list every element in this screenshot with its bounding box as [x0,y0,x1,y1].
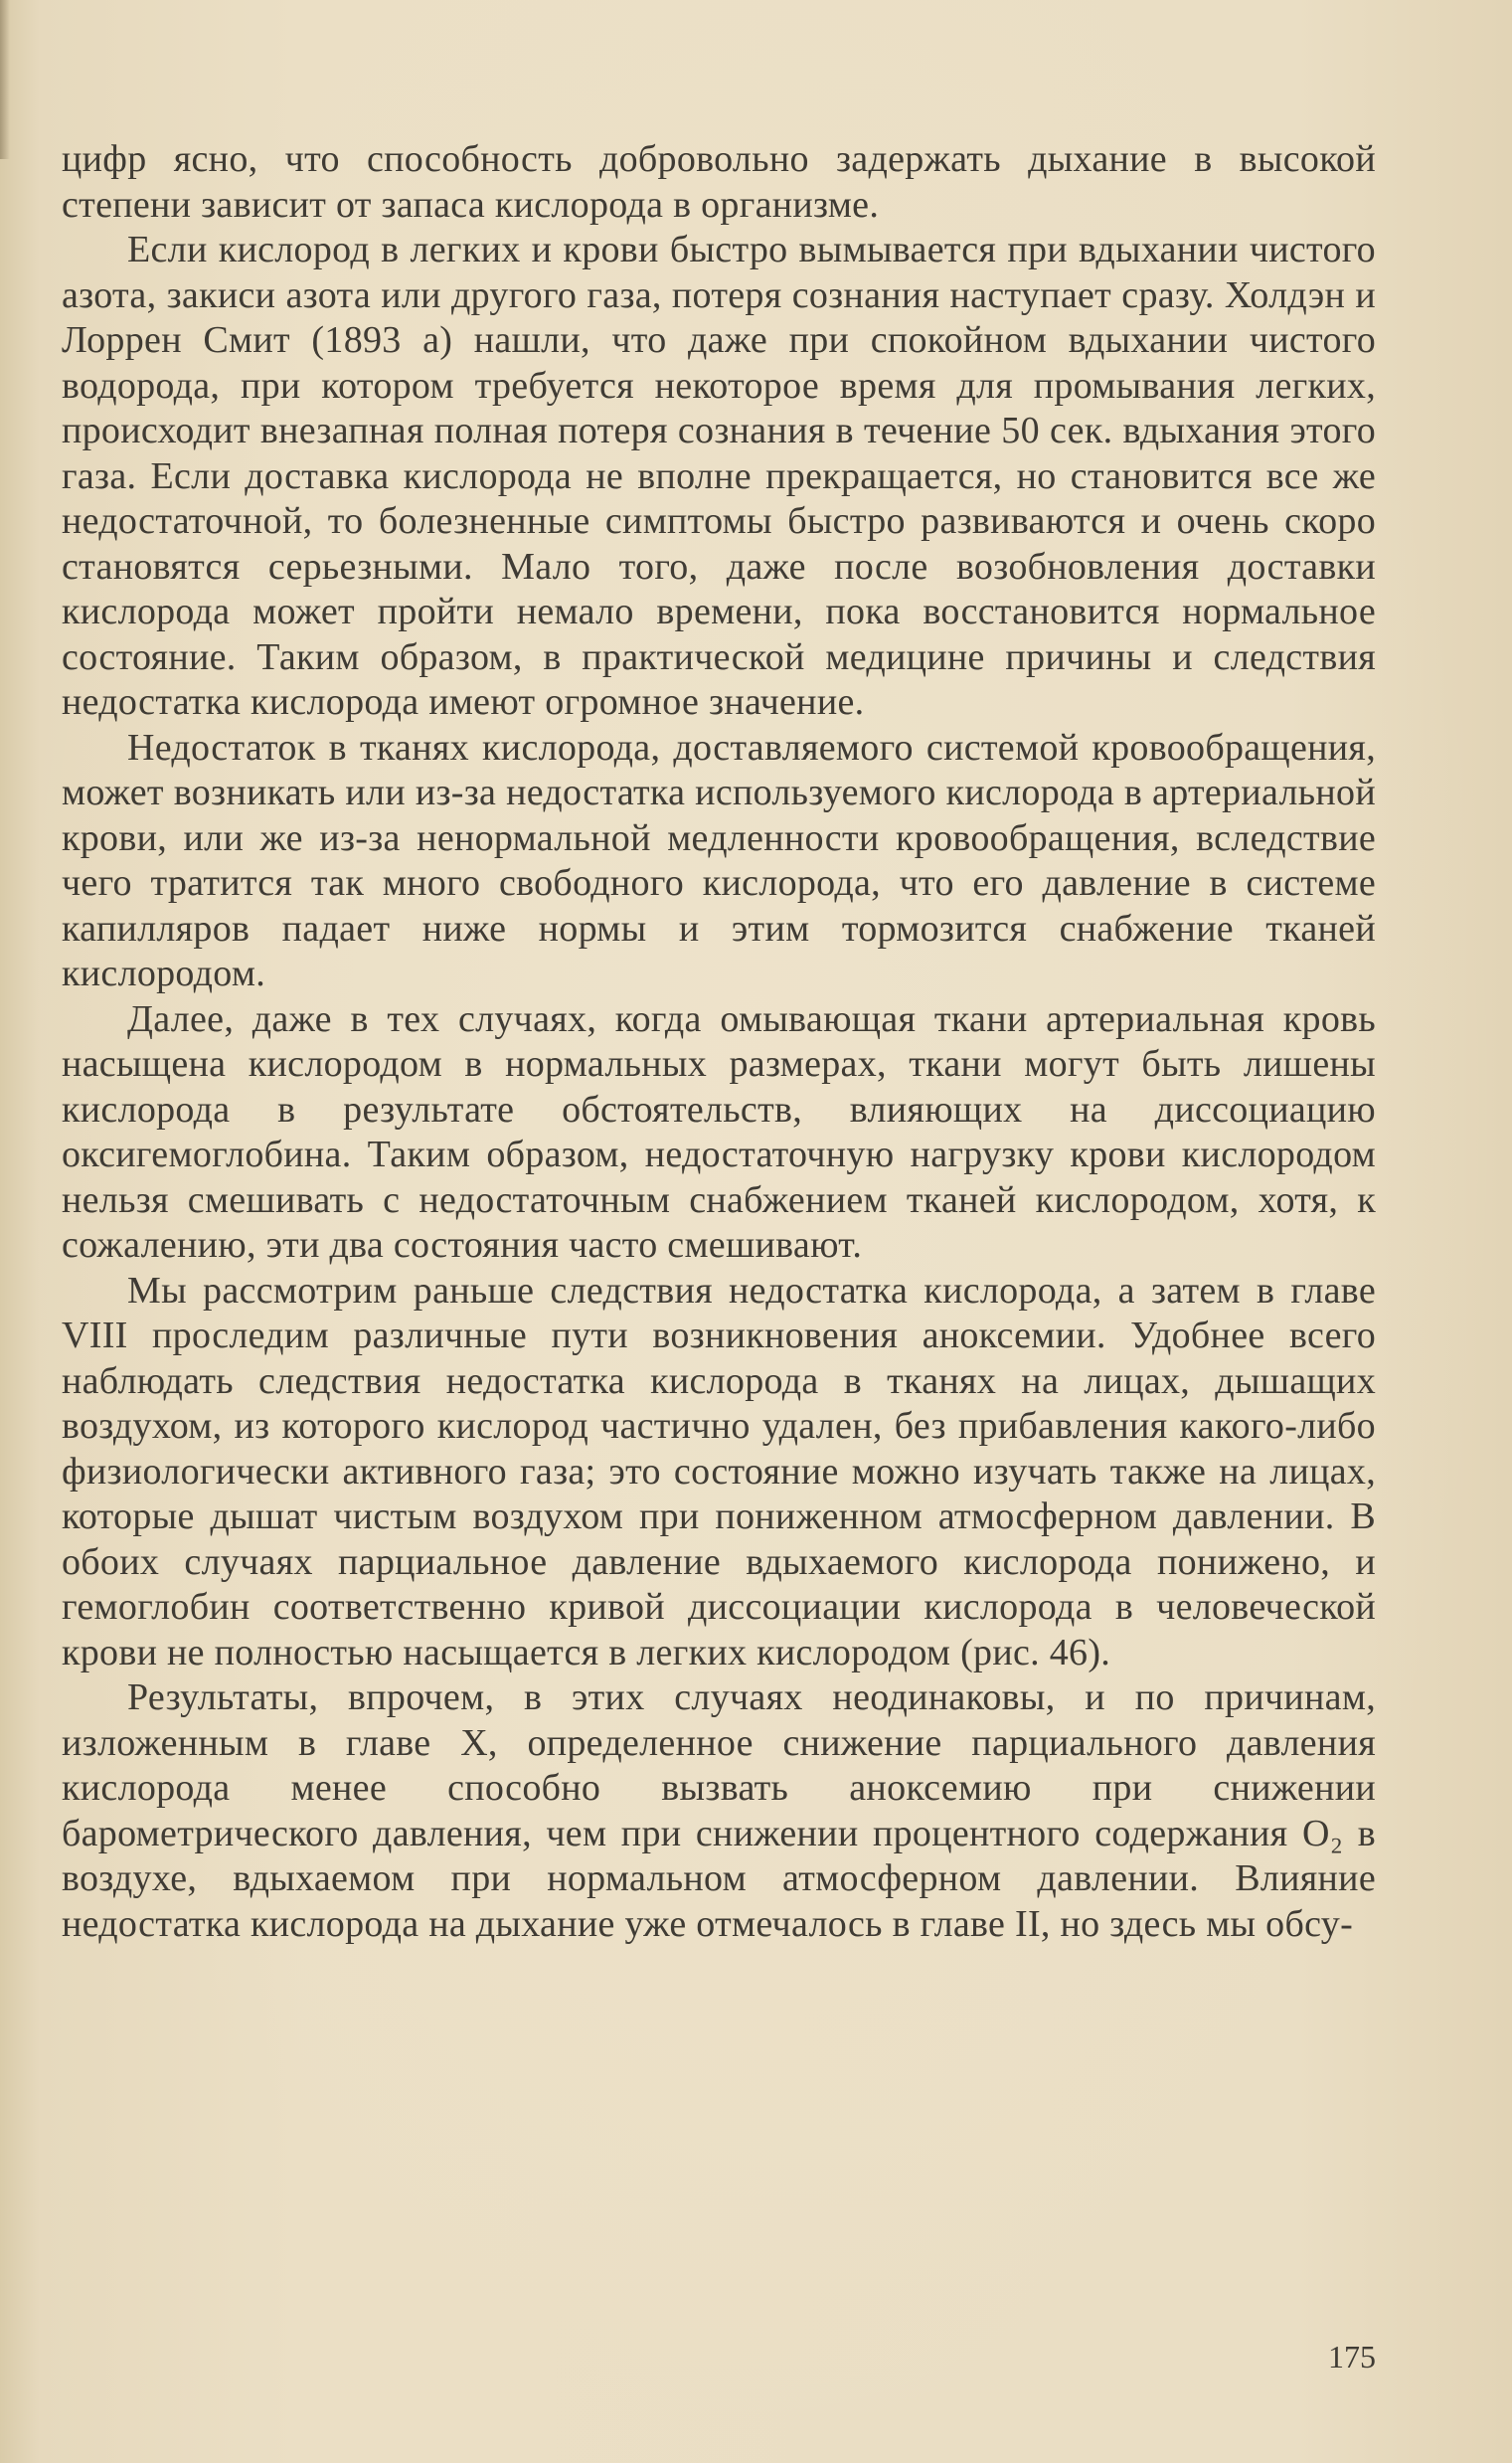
page-spine-shadow [0,0,10,159]
paragraph: Далее, даже в тех случаях, когда омывающая ткани артериальная кровь насыщена кислородом в нормальных размерах, ткани могут быть лишены кислорода в результате обстоятельств, влияющих на диссоциацию оксигемоглобина. Таким образом, недостаточную нагрузку крови кислородом нельзя смешивать с недостаточным снабжением тканей кислородом, хотя, к сожалению, эти два состояния часто смешивают. [62,997,1376,1266]
paragraph: Недостаток в тканях кислорода, доставляемого системой кровообращения, может возникать или из-за недостатка используемого кислорода в артериальной крови, или же из-за ненормальной медленности кровообращения, вследствие чего тратится так много свободного кислорода, что его давление в системе капилляров падает ниже нормы и этим тормозится снабжение тканей кислородом. [62,726,1376,994]
paragraph: Результаты, впрочем, в этих случаях неодинаковы, и по причинам, изложенным в главе X, определенное снижение парциального давления кислорода менее способно вызвать аноксемию при снижении барометрического давления, чем при снижении процентного содержания O₂ в воздухе, вдыхаемом при нормальном атмосферном давлении. Влияние недостатка кислорода на дыхание уже отмечалось в главе II, но здесь мы обсу- [62,1676,1376,1945]
paragraph: цифр ясно, что способность добровольно задержать дыхание в высокой степени зависит от запаса кислорода в организме. [62,138,1376,226]
paragraph: Если кислород в легких и крови быстро вымывается при вдыхании чистого азота, закиси азота или другого газа, потеря сознания наступает сразу. Холдэн и Лоррен Смит (1893 а) нашли, что даже при спокойном вдыхании чистого водорода, при котором требуется некоторое время для промывания легких, происходит внезапная полная потеря сознания в течение 50 сек. вдыхания этого газа. Если доставка кислорода не вполне прекращается, но становится все же недостаточной, то болезненные симптомы быстро развиваются и очень скоро становятся серьезными. Мало того, даже после возобновления доставки кислорода может пройти немало времени, пока восстановится нормальное состояние. Таким образом, в практической медицине причины и следствия недостатка кислорода имеют огромное значение. [62,229,1376,723]
paragraph: Мы рассмотрим раньше следствия недостатка кислорода, а затем в главе VIII проследим различные пути возникновения аноксемии. Удобнее всего наблюдать следствия недостатка кислорода в тканях на лицах, дышащих воздухом, из которого кислород частично удален, без прибавления какого-либо физиологически активного газа; это состояние можно изучать также на лицах, которые дышат чистым воздухом при пониженном атмосферном давлении. В обоих случаях парциальное давление вдыхаемого кислорода понижено, и гемоглобин соответственно кривой диссоциации кислорода в человеческой крови не полностью насыщается в легких кислородом (рис. 46). [62,1269,1376,1673]
page-number: 175 [1328,2339,1376,2375]
body-text [62,137,1376,1947]
